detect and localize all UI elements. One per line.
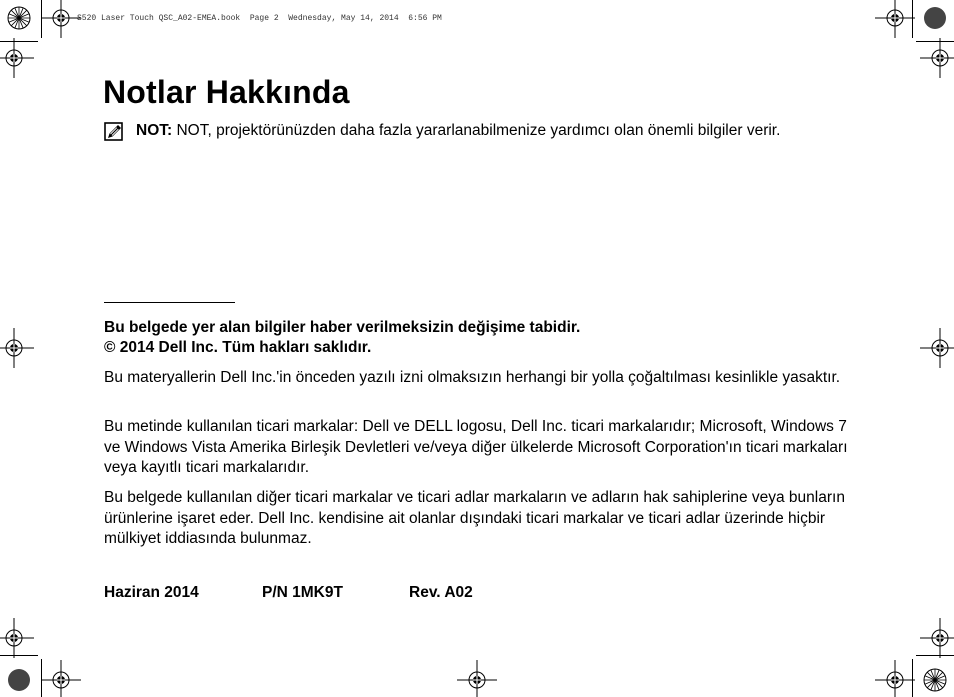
registration-target-icon — [920, 38, 954, 78]
revision: Rev. A02 — [409, 584, 473, 601]
star-target-icon — [8, 7, 30, 29]
part-number: P/N 1MK9T — [262, 584, 343, 601]
registration-target-icon — [875, 660, 915, 697]
registration-target-icon — [457, 660, 497, 697]
gray-dot-icon — [8, 669, 30, 691]
note-label: NOT: — [136, 122, 173, 139]
registration-target-icon — [875, 0, 915, 38]
trademarks-paragraph: Bu metinde kullanılan ticari markalar: Dell ve DELL logosu, Dell Inc. ticari markalarıdır; Microsoft, Windows 7 ve Windows Vista Amerika Birleşik Devletleri ve/veya diğer ülkelerde Microsoft Corporation'ın ticari markaları veya kayıtlı ticari markalarıdır. — [104, 418, 848, 476]
divider — [104, 302, 235, 303]
registration-target-icon — [0, 328, 34, 368]
publication-date: Haziran 2014 — [104, 584, 199, 601]
note-body: NOT, projektörünüzden daha fazla yararlanabilmenize yardımcı olan önemli bilgiler verir. — [172, 122, 781, 139]
other-trademarks-paragraph: Bu belgede kullanılan diğer ticari markalar ve ticari adlar markaların ve adların hak sahiplerine veya bunların ürünlerine işaret eder. Dell Inc. kendisine ait olanlar dışındaki ticari markalar ve ticari adlar üzerinde hiçbir mülkiyet iddiasında bulunmaz. — [104, 489, 845, 547]
registration-target-icon — [920, 618, 954, 658]
note-pencil-icon — [104, 122, 124, 142]
registration-target-icon — [41, 660, 81, 697]
registration-target-icon — [0, 618, 34, 658]
registration-target-icon — [0, 38, 34, 78]
reproduction-paragraph: Bu materyallerin Dell Inc.'in önceden yazılı izni olmaksızın herhangi bir yolla çoğaltılması kesinlikle yasaktır. — [104, 369, 841, 386]
star-target-icon — [924, 669, 946, 691]
change-notice: Bu belgede yer alan bilgiler haber verilmeksizin değişime tabidir. — [104, 319, 581, 336]
registration-target-icon — [41, 0, 81, 38]
note-text — [136, 120, 846, 141]
copyright-notice: © 2014 Dell Inc. Tüm hakları saklıdır. — [104, 339, 372, 356]
print-header: S520 Laser Touch QSC_A02-EMEA.book Page 2 Wednesday, May 14, 2014 6:56 PM — [77, 14, 442, 23]
page-title: Notlar Hakkında — [103, 74, 350, 110]
gray-dot-icon — [924, 7, 946, 29]
registration-target-icon — [920, 328, 954, 368]
